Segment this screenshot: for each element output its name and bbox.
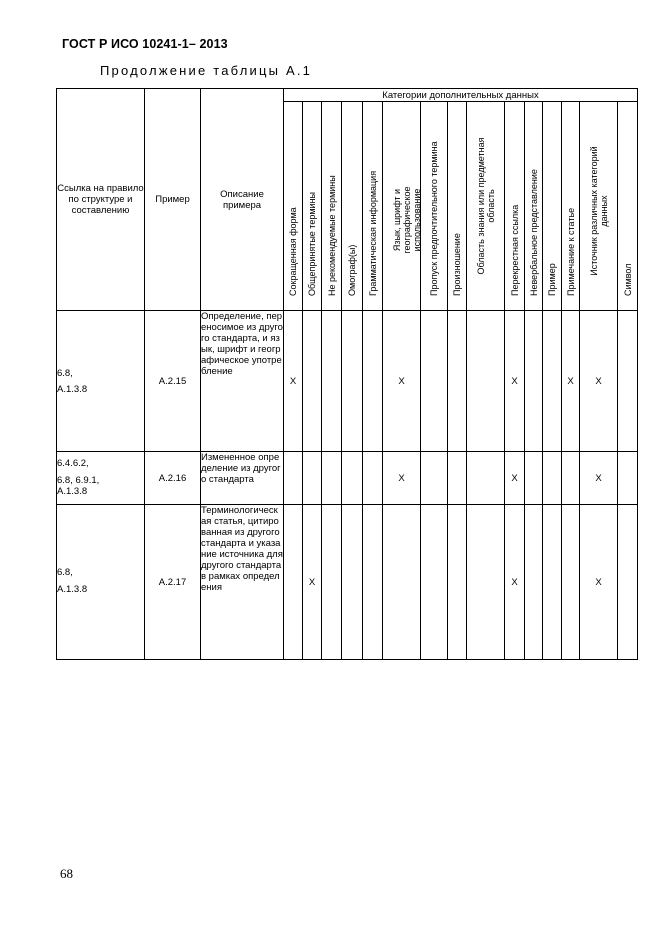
mark-cell xyxy=(467,505,505,660)
mark-cell xyxy=(618,505,638,660)
mark-cell: X xyxy=(505,311,525,452)
category-header: Пример xyxy=(543,102,562,311)
table-row xyxy=(57,505,638,660)
mark-cell xyxy=(322,311,342,452)
description-cell: Терминологическая статья, цитированная из другого стандарта и указание источника для другого стандарта в рамках определения xyxy=(201,505,284,660)
mark-cell: X xyxy=(383,452,421,505)
mark-cell xyxy=(342,452,363,505)
category-header: Не рекомендуемые термины xyxy=(322,102,342,311)
category-header: Грамматическая информация xyxy=(363,102,383,311)
mark-cell xyxy=(543,452,562,505)
document-header: ГОСТ Р ИСО 10241-1– 2013 xyxy=(62,37,228,51)
reference-cell: 6.8, А.1.3.8 xyxy=(57,311,145,452)
mark-cell xyxy=(448,452,467,505)
mark-cell: X xyxy=(505,505,525,660)
example-cell: А.2.15 xyxy=(145,311,201,452)
mark-cell: X xyxy=(562,311,580,452)
mark-cell xyxy=(448,311,467,452)
category-header: Область знания или предметная область xyxy=(467,102,505,311)
mark-cell xyxy=(284,452,303,505)
category-header: Примечание к статье xyxy=(562,102,580,311)
mark-cell xyxy=(322,505,342,660)
table-row xyxy=(57,452,638,505)
category-header: Перекрестная ссылка xyxy=(505,102,525,311)
mark-cell xyxy=(525,452,543,505)
mark-cell xyxy=(467,311,505,452)
category-header: Общепринятые термины xyxy=(303,102,322,311)
col-header-description: Описание примера xyxy=(201,89,284,311)
category-header: Омограф(ы) xyxy=(342,102,363,311)
mark-cell xyxy=(363,311,383,452)
category-header: Невербальное представление xyxy=(525,102,543,311)
mark-cell xyxy=(383,505,421,660)
category-header: Произношение xyxy=(448,102,467,311)
mark-cell xyxy=(618,452,638,505)
mark-cell xyxy=(303,311,322,452)
mark-cell xyxy=(618,311,638,452)
reference-cell: 6.4.6.2, 6.8, 6.9.1, А.1.3.8 xyxy=(57,452,145,505)
category-header: Источник различных категорий данных xyxy=(580,102,618,311)
mark-cell xyxy=(284,505,303,660)
col-header-reference: Ссылка на правило по структуре и составлению xyxy=(57,89,145,311)
mark-cell: X xyxy=(383,311,421,452)
category-header: Пропуск предпочтительного термина xyxy=(421,102,448,311)
mark-cell xyxy=(322,452,342,505)
mark-cell xyxy=(363,505,383,660)
example-cell: А.2.17 xyxy=(145,505,201,660)
categories-header: Категории дополнительных данных xyxy=(284,89,638,102)
mark-cell xyxy=(303,452,322,505)
example-cell: А.2.16 xyxy=(145,452,201,505)
mark-cell xyxy=(421,505,448,660)
category-header: Язык, шрифт и географическое использование xyxy=(383,102,421,311)
mark-cell xyxy=(543,311,562,452)
mark-cell xyxy=(342,311,363,452)
mark-cell: X xyxy=(505,452,525,505)
mark-cell xyxy=(525,311,543,452)
mark-cell xyxy=(342,505,363,660)
mark-cell xyxy=(363,452,383,505)
description-cell: Определение, переносимое из другого стандарта, и язык, шрифт и географическое употребление xyxy=(201,311,284,452)
page-number: 68 xyxy=(60,866,73,881)
mark-cell xyxy=(562,505,580,660)
col-header-example: Пример xyxy=(145,89,201,311)
mark-cell xyxy=(448,505,467,660)
mark-cell xyxy=(421,452,448,505)
mark-cell: X xyxy=(580,452,618,505)
category-header: Символ xyxy=(618,102,638,311)
mark-cell xyxy=(467,452,505,505)
additional-data-table xyxy=(56,88,638,660)
mark-cell xyxy=(543,505,562,660)
mark-cell xyxy=(562,452,580,505)
table-row xyxy=(57,311,638,452)
mark-cell: X xyxy=(580,505,618,660)
mark-cell: X xyxy=(580,311,618,452)
reference-cell: 6.8, А.1.3.8 xyxy=(57,505,145,660)
category-header: Сокращенная форма xyxy=(284,102,303,311)
mark-cell: X xyxy=(284,311,303,452)
table-continuation-caption: Продолжение таблицы А.1 xyxy=(100,63,313,78)
description-cell: Измененное определение из другого стандарта xyxy=(201,452,284,505)
mark-cell xyxy=(525,505,543,660)
mark-cell xyxy=(421,311,448,452)
mark-cell: X xyxy=(303,505,322,660)
